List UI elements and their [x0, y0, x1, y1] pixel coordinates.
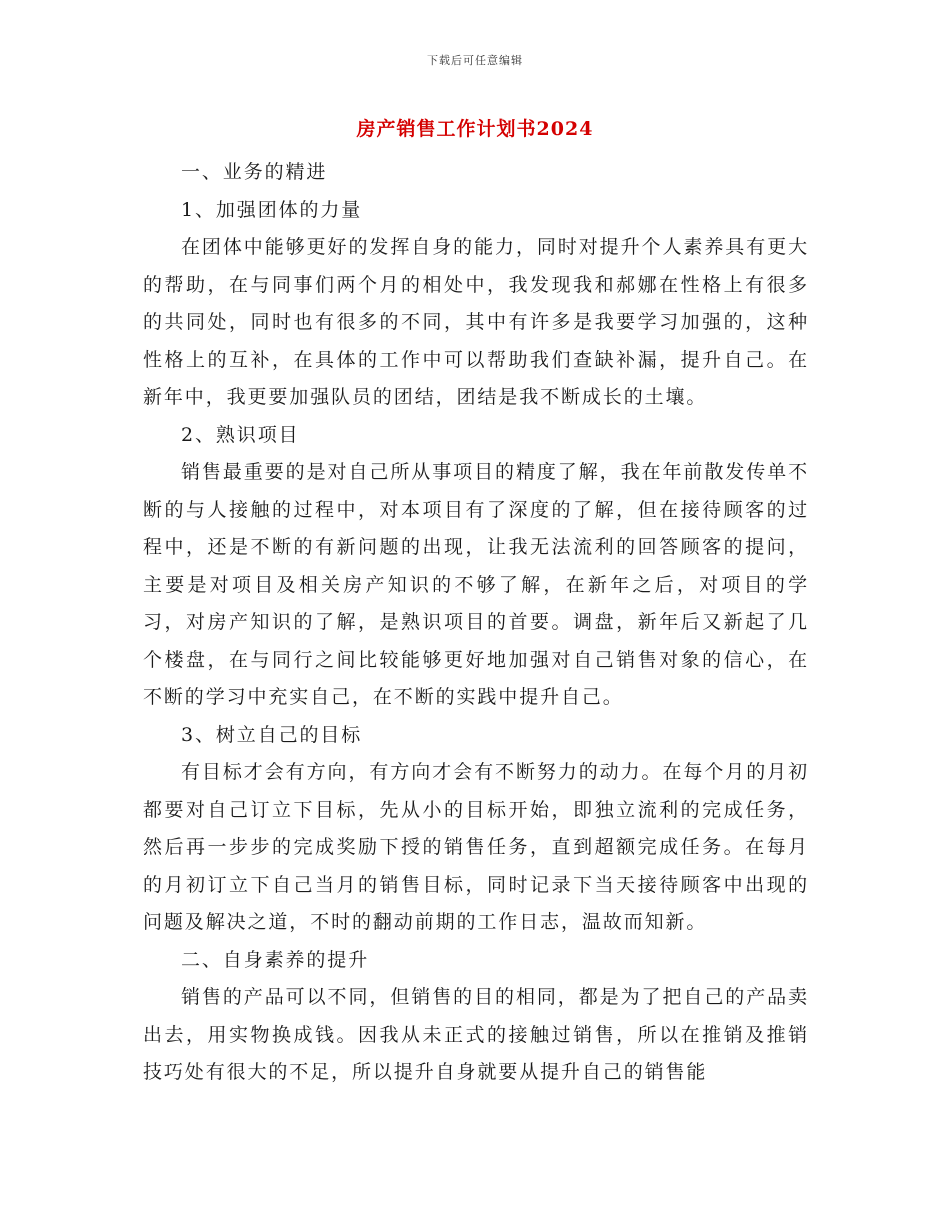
- section-heading-business: 一、业务的精进: [181, 161, 328, 183]
- paragraph-team: 在团体中能够更好的发挥自身的能力，同时对提升个人素养具有更大的帮助，在与同事们两个月的相处中，我发现我和郝娜在性格上有很多的共同处，同时也有很多的不同，其中有许多是我要学习加强的，这种性格上的互补，在具体的工作中可以帮助我们查缺补漏，提升自己。在新年中，我更要加强队员的团结，团结是我不断成长的土壤。: [143, 236, 809, 408]
- section-heading-self-improvement: 二、自身素养的提升: [181, 948, 370, 971]
- subheading-team: 1、加强团体的力量: [181, 198, 363, 221]
- document-title: 房产销售工作计划书2024: [356, 118, 594, 140]
- subheading-goals: 3、树立自己的目标: [181, 723, 363, 746]
- paragraph-goals: 有目标才会有方向，有方向才会有不断努力的动力。在每个月的月初都要对自己订立下目标，先从小的目标开始，即独立流利的完成任务，然后再一步步的完成奖励下授的销售任务，直到超额完成任务。在每月的月初订立下自己当月的销售目标，同时记录下当天接待顾客中出现的问题及解决之道，不时的翻动前期的工作日志，温故而知新。: [143, 761, 809, 933]
- header-note: 下载后可任意编辑: [427, 54, 523, 67]
- subheading-project: 2、熟识项目: [181, 423, 300, 446]
- paragraph-self-improvement: 销售的产品可以不同，但销售的目的相同，都是为了把自己的产品卖出去，用实物换成钱。因我从未正式的接触过销售，所以在推销及推销技巧处有很大的不足，所以提升自身就要从提升自己的销售能: [143, 986, 809, 1083]
- paragraph-project: 销售最重要的是对自己所从事项目的精度了解，我在年前散发传单不断的与人接触的过程中，对本项目有了深度的了解，但在接待顾客的过程中，还是不断的有新问题的出现，让我无法流利的回答顾客的提问，主要是对项目及相关房产知识的不够了解，在新年之后，对项目的学习，对房产知识的了解，是熟识项目的首要。调盘，新年后又新起了几个楼盘，在与同行之间比较能够更好地加强对自己销售对象的信心，在不断的学习中充实自己，在不断的实践中提升自己。: [143, 461, 809, 708]
- document-body: [143, 154, 809, 1092]
